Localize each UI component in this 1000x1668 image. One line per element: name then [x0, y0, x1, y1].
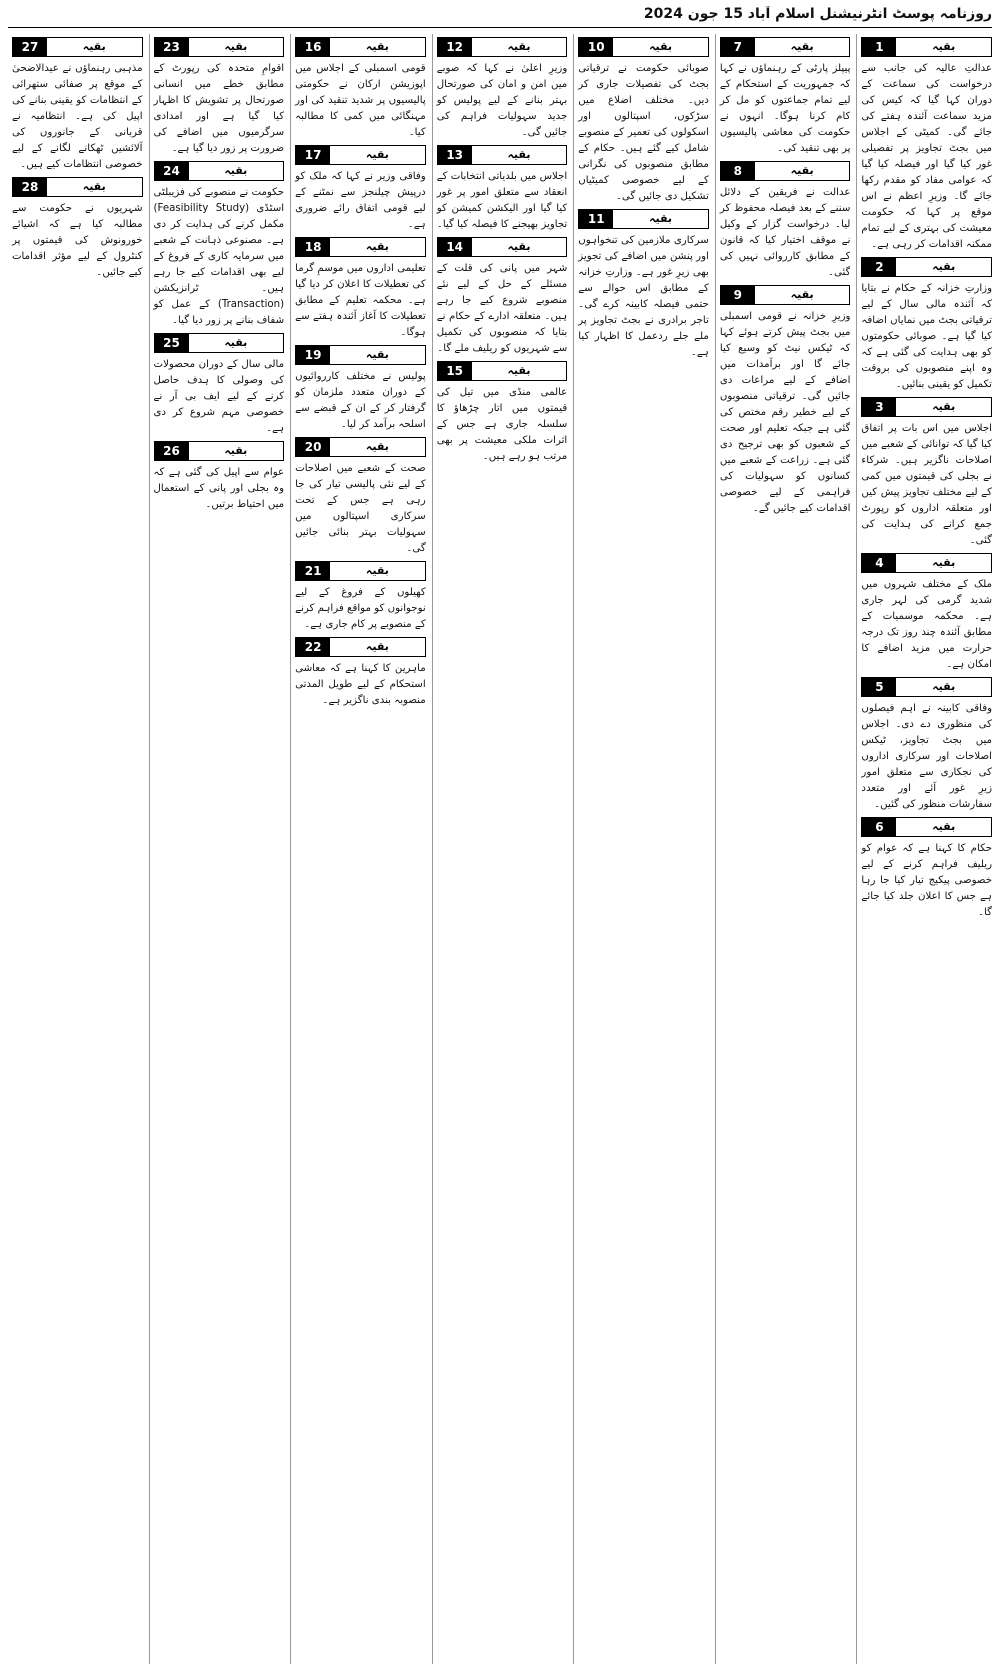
continuation-label: بقیہ [330, 238, 425, 256]
continuation-number: 19 [296, 346, 330, 364]
continuation-label: بقیہ [330, 638, 425, 656]
continuation-tag [437, 361, 568, 381]
continuation-number: 24 [155, 162, 189, 180]
continuation-item-11 [578, 209, 709, 361]
continuation-number: 25 [155, 334, 189, 352]
continuation-tag [861, 817, 992, 837]
continuation-item-19 [295, 345, 426, 433]
continuation-item-6 [861, 817, 992, 921]
continuation-tag [295, 437, 426, 457]
continuation-label: بقیہ [330, 562, 425, 580]
article-body: تعلیمی اداروں میں موسمِ گرما کی تعطیلات کا اعلان کر دیا گیا ہے۔ محکمہ تعلیم کے مطابق تعطیلات کا آغاز آئندہ ہفتے سے ہوگا۔ [295, 263, 426, 338]
continuation-label: بقیہ [755, 286, 850, 304]
news-column-4 [432, 34, 568, 1664]
continuation-tag [154, 333, 285, 353]
continuation-tag [720, 285, 851, 305]
continuation-number: 12 [438, 38, 472, 56]
continuation-item-15 [437, 361, 568, 465]
continuation-label: بقیہ [330, 346, 425, 364]
continuation-number: 4 [862, 554, 896, 572]
article-body: عوام سے اپیل کی گئی ہے کہ وہ بجلی اور پانی کے استعمال میں احتیاط برتیں۔ [153, 467, 285, 510]
continuation-label: بقیہ [896, 678, 991, 696]
continuation-tag [295, 237, 426, 257]
continuation-number: 16 [296, 38, 330, 56]
continuation-label: بقیہ [189, 162, 284, 180]
news-column-3 [573, 34, 709, 1664]
continuation-number: 18 [296, 238, 330, 256]
continuation-item-1 [861, 37, 992, 253]
continuation-item-8 [720, 161, 851, 281]
continuation-label: بقیہ [613, 210, 708, 228]
article-body: سرکاری ملازمین کی تنخواہوں اور پنشن میں اضافے کی تجویز بھی زیرِ غور ہے۔ وزارتِ خزانہ کے مطابق اس حوالے سے حتمی فیصلہ کابینہ کرے گی۔ تاجر برادری نے بجٹ تجاویز پر ملے جلے ردعمل کا اظہار کیا ہے۔ [578, 235, 709, 358]
continuation-tag [154, 161, 285, 181]
continuation-item-10 [578, 37, 709, 205]
article-body: کھیلوں کے فروغ کے لیے نوجوانوں کو مواقع فراہم کرنے کے منصوبے پر کام جاری ہے۔ [295, 587, 426, 630]
continuation-label: بقیہ [896, 38, 991, 56]
continuation-number: 21 [296, 562, 330, 580]
continuation-label: بقیہ [330, 438, 425, 456]
continuation-number: 15 [438, 362, 472, 380]
continuation-tag [295, 637, 426, 657]
article-body: ملک کے مختلف شہروں میں شدید گرمی کی لہر جاری ہے۔ محکمہ موسمیات کے مطابق آئندہ چند روز تک درجہ حرارت میں مزید اضافے کا امکان ہے۔ [861, 579, 992, 670]
continuation-label: بقیہ [472, 146, 567, 164]
article-body: پیپلز پارٹی کے رہنماؤں نے کہا کہ جمہوریت کے استحکام کے لیے تمام جماعتوں کو مل کر کام کرنا ہوگا۔ انہوں نے حکومت کی معاشی پالیسیوں پر بھی تنقید کی۔ [719, 63, 851, 154]
article-body: شہر میں پانی کی قلت کے مسئلے کے حل کے لیے نئے منصوبے شروع کیے جا رہے ہیں۔ متعلقہ ادارے کے حکام نے بتایا کہ منصوبوں کی تکمیل سے شہریوں کو ریلیف ملے گا۔ [436, 263, 568, 354]
continuation-number: 9 [721, 286, 755, 304]
continuation-tag [861, 397, 992, 417]
continuation-item-4 [861, 553, 992, 673]
continuation-label: بقیہ [896, 258, 991, 276]
continuation-tag [437, 237, 568, 257]
article-body: صوبائی حکومت نے ترقیاتی بجٹ کی تفصیلات جاری کر دیں۔ مختلف اضلاع میں سڑکوں، اسپتالوں اور اسکولوں کی تعمیر کے منصوبے شامل کیے گئے ہیں۔ حکام کے مطابق منصوبوں کی نگرانی کے لیے خصوصی کمیٹیاں تشکیل دی جائیں گی۔ [578, 63, 709, 202]
article-body: وزارتِ خزانہ کے حکام نے بتایا کہ آئندہ مالی سال کے لیے ترقیاتی بجٹ میں نمایاں اضافہ کیا گیا ہے۔ صوبائی حکومتوں کو بھی ہدایت کی گئی ہے کہ وہ اپنے منصوبوں کی بروقت تکمیل کو یقینی بنائیں۔ [861, 283, 992, 390]
continuation-label: بقیہ [755, 162, 850, 180]
continuation-item-9 [720, 285, 851, 517]
article-body: عالمی منڈی میں تیل کی قیمتوں میں اتار چڑھاؤ کا سلسلہ جاری ہے جس کے اثرات ملکی معیشت پر بھی مرتب ہو رہے ہیں۔ [436, 387, 568, 462]
continuation-item-13 [437, 145, 568, 233]
continuation-number: 14 [438, 238, 472, 256]
article-body: مالی سال کے دوران محصولات کی وصولی کا ہدف حاصل کرنے کے لیے ایف بی آر نے خصوصی مہم شروع کر دی ہے۔ [153, 359, 285, 434]
continuation-number: 28 [13, 178, 47, 196]
continuation-item-3 [861, 397, 992, 549]
continuation-number: 3 [862, 398, 896, 416]
article-body: وزیرِ اعلیٰ نے کہا کہ صوبے میں امن و امان کی صورتحال بہتر بنانے کے لیے پولیس کو جدید سہولیات فراہم کی جائیں گی۔ [436, 63, 568, 138]
continuation-label: بقیہ [613, 38, 708, 56]
continuation-item-2 [861, 257, 992, 393]
continuation-number: 6 [862, 818, 896, 836]
continuation-number: 13 [438, 146, 472, 164]
continuation-item-24 [154, 161, 285, 329]
article-body: حکام کا کہنا ہے کہ عوام کو ریلیف فراہم کرنے کے لیے خصوصی پیکیج تیار کیا جا رہا ہے جس کا اعلان جلد کیا جائے گا۔ [861, 843, 992, 918]
continuation-item-23 [154, 37, 285, 157]
continuation-tag [861, 677, 992, 697]
continuation-tag [12, 37, 143, 57]
continuation-item-27 [12, 37, 143, 173]
news-column-2 [715, 34, 851, 1664]
continuation-tag [720, 161, 851, 181]
continuation-number: 10 [579, 38, 613, 56]
continuation-tag [720, 37, 851, 57]
article-body: اجلاس میں بلدیاتی انتخابات کے انعقاد سے متعلق امور پر غور کیا گیا اور الیکشن کمیشن کو تجاویز بھیجنے کا فیصلہ کیا گیا۔ [436, 171, 568, 230]
article-body: ماہرین کا کہنا ہے کہ معاشی استحکام کے لیے طویل المدتی منصوبہ بندی ناگزیر ہے۔ [295, 663, 426, 706]
article-body: وزیرِ خزانہ نے قومی اسمبلی میں بجٹ پیش کرتے ہوئے کہا کہ ٹیکس نیٹ کو وسیع کیا جائے گا اور برآمدات میں اضافے کے لیے مراعات دی جائیں گی۔ ترقیاتی منصوبوں کے لیے خطیر رقم مختص کی گئی ہے جبکہ تعلیم اور صحت کے شعبوں کو بھی ترجیح دی گئی ہے۔ زراعت کے شعبے میں کسانوں کو سہولیات کی فراہمی کے لیے خصوصی اقدامات کیے جائیں گے۔ [719, 311, 851, 514]
continuation-number: 26 [155, 442, 189, 460]
continuation-number: 5 [862, 678, 896, 696]
continuation-number: 22 [296, 638, 330, 656]
continuation-label: بقیہ [330, 38, 425, 56]
continuation-item-28 [12, 177, 143, 281]
article-body: وفاقی وزیر نے کہا کہ ملک کو درپیش چیلنجز سے نمٹنے کے لیے قومی اتفاق رائے ضروری ہے۔ [295, 171, 426, 230]
article-body: قومی اسمبلی کے اجلاس میں اپوزیشن ارکان نے حکومتی پالیسیوں پر شدید تنقید کی اور مہنگائی میں کمی کا مطالبہ کیا۔ [295, 63, 426, 138]
continuation-tag [154, 37, 285, 57]
continuation-tag [295, 145, 426, 165]
news-column-6 [149, 34, 285, 1664]
continuation-number: 27 [13, 38, 47, 56]
article-body: عدالت نے فریقین کے دلائل سننے کے بعد فیصلہ محفوظ کر لیا۔ درخواست گزار کے وکیل نے موقف اختیار کیا کہ قانون کے مطابق کارروائی نہیں کی گئی۔ [719, 187, 851, 278]
article-body: حکومت نے منصوبے کی فزیبلٹی اسٹڈی (Feasibility Study) مکمل کرنے کی ہدایت کر دی ہے۔ مصنوعی ذہانت کے شعبے میں سرمایہ کاری کے فروغ کے لیے بھی اقدامات کیے جا رہے ہیں۔ ٹرانزیکشن (Transaction) کے عمل کو شفاف بنانے پر زور دیا گیا۔ [153, 187, 285, 326]
continuation-tag [437, 145, 568, 165]
continuation-tag [578, 209, 709, 229]
continuation-label: بقیہ [330, 146, 425, 164]
continuation-item-22 [295, 637, 426, 709]
continuation-number: 2 [862, 258, 896, 276]
continuation-item-25 [154, 333, 285, 437]
continuation-item-20 [295, 437, 426, 557]
continuation-number: 7 [721, 38, 755, 56]
continuation-label: بقیہ [755, 38, 850, 56]
continuation-tag [861, 37, 992, 57]
article-body: عدالتِ عالیہ کی جانب سے درخواست کی سماعت کے دوران کہا گیا کہ کیس کی مزید سماعت آئندہ ہفتے کی جائے گی۔ کمیٹی کے اجلاس میں بجٹ تجاویز پر تفصیلی غور کیا گیا اور فیصلہ کیا گیا کہ عوامی مفاد کو مقدم رکھا جائے گا۔ وزیرِ اعظم نے اس موقع پر کہا کہ حکومت معیشت کی بہتری کے لیے تمام ممکنہ اقدامات کر رہی ہے۔ [861, 63, 992, 250]
continuation-item-17 [295, 145, 426, 233]
continuation-label: بقیہ [472, 38, 567, 56]
continuation-label: بقیہ [896, 554, 991, 572]
continuation-number: 20 [296, 438, 330, 456]
article-body: اجلاس میں اس بات پر اتفاق کیا گیا کہ توانائی کے شعبے میں اصلاحات ناگزیر ہیں۔ شرکاء نے بجلی کی قیمتوں میں کمی کے لیے مختلف تجاویز پیش کیں اور متعلقہ اداروں کو رپورٹ جمع کرانے کی ہدایت کی گئی۔ [861, 423, 992, 546]
continuation-tag [437, 37, 568, 57]
continuation-tag [295, 561, 426, 581]
continuation-tag [295, 37, 426, 57]
continuation-label: بقیہ [472, 238, 567, 256]
continuation-label: بقیہ [896, 398, 991, 416]
continuation-number: 1 [862, 38, 896, 56]
continuation-tag [578, 37, 709, 57]
continuation-item-12 [437, 37, 568, 141]
continuation-item-18 [295, 237, 426, 341]
news-column-1 [856, 34, 992, 1664]
columns-container [8, 34, 992, 1664]
continuation-tag [861, 257, 992, 277]
article-body: پولیس نے مختلف کارروائیوں کے دوران متعدد ملزمان کو گرفتار کر کے ان کے قبضے سے اسلحہ برآمد کر لیا۔ [295, 371, 426, 430]
continuation-tag [861, 553, 992, 573]
continuation-number: 17 [296, 146, 330, 164]
continuation-label: بقیہ [189, 442, 284, 460]
continuation-item-21 [295, 561, 426, 633]
article-body: وفاقی کابینہ نے اہم فیصلوں کی منظوری دے دی۔ اجلاس میں بجٹ تجاویز، ٹیکس اصلاحات اور سرکاری اداروں کی نجکاری سے متعلق امور زیرِ غور آئے اور متعدد سفارشات منظور کی گئیں۔ [861, 703, 992, 810]
continuation-label: بقیہ [189, 38, 284, 56]
continuation-tag [295, 345, 426, 365]
article-body: مذہبی رہنماؤں نے عیدالاضحیٰ کے موقع پر صفائی ستھرائی کے انتظامات کو یقینی بنانے کی اپیل کی ہے۔ انتظامیہ نے قربانی کے جانوروں کی آلائشیں ٹھکانے لگانے کے لیے خصوصی انتظامات کیے ہیں۔ [11, 63, 143, 170]
continuation-item-14 [437, 237, 568, 357]
news-column-7 [8, 34, 143, 1664]
continuation-label: بقیہ [896, 818, 991, 836]
news-column-5 [290, 34, 426, 1664]
continuation-item-5 [861, 677, 992, 813]
continuation-item-7 [720, 37, 851, 157]
article-body: شہریوں نے حکومت سے مطالبہ کیا ہے کہ اشیائے خورونوش کی قیمتوں پر کنٹرول کے لیے مؤثر اقدامات کیے جائیں۔ [11, 203, 143, 278]
continuation-tag [12, 177, 143, 197]
article-body: صحت کے شعبے میں اصلاحات کے لیے نئی پالیسی تیار کی جا رہی ہے جس کے تحت سرکاری اسپتالوں میں سہولیات بہتر بنائی جائیں گی۔ [295, 463, 426, 554]
continuation-item-26 [154, 441, 285, 513]
masthead: روزنامہ پوسٹ انٹرنیشنل اسلام آباد 15 جون 2024 [8, 6, 992, 28]
continuation-number: 11 [579, 210, 613, 228]
continuation-number: 8 [721, 162, 755, 180]
continuation-label: بقیہ [472, 362, 567, 380]
continuation-tag [154, 441, 285, 461]
continuation-label: بقیہ [189, 334, 284, 352]
continuation-number: 23 [155, 38, 189, 56]
continuation-item-16 [295, 37, 426, 141]
article-body: اقوامِ متحدہ کی رپورٹ کے مطابق خطے میں انسانی صورتحال پر تشویش کا اظہار کیا گیا ہے اور امدادی سرگرمیوں میں اضافے کی ضرورت پر زور دیا گیا ہے۔ [153, 63, 285, 154]
continuation-label: بقیہ [47, 38, 142, 56]
continuation-label: بقیہ [47, 178, 142, 196]
